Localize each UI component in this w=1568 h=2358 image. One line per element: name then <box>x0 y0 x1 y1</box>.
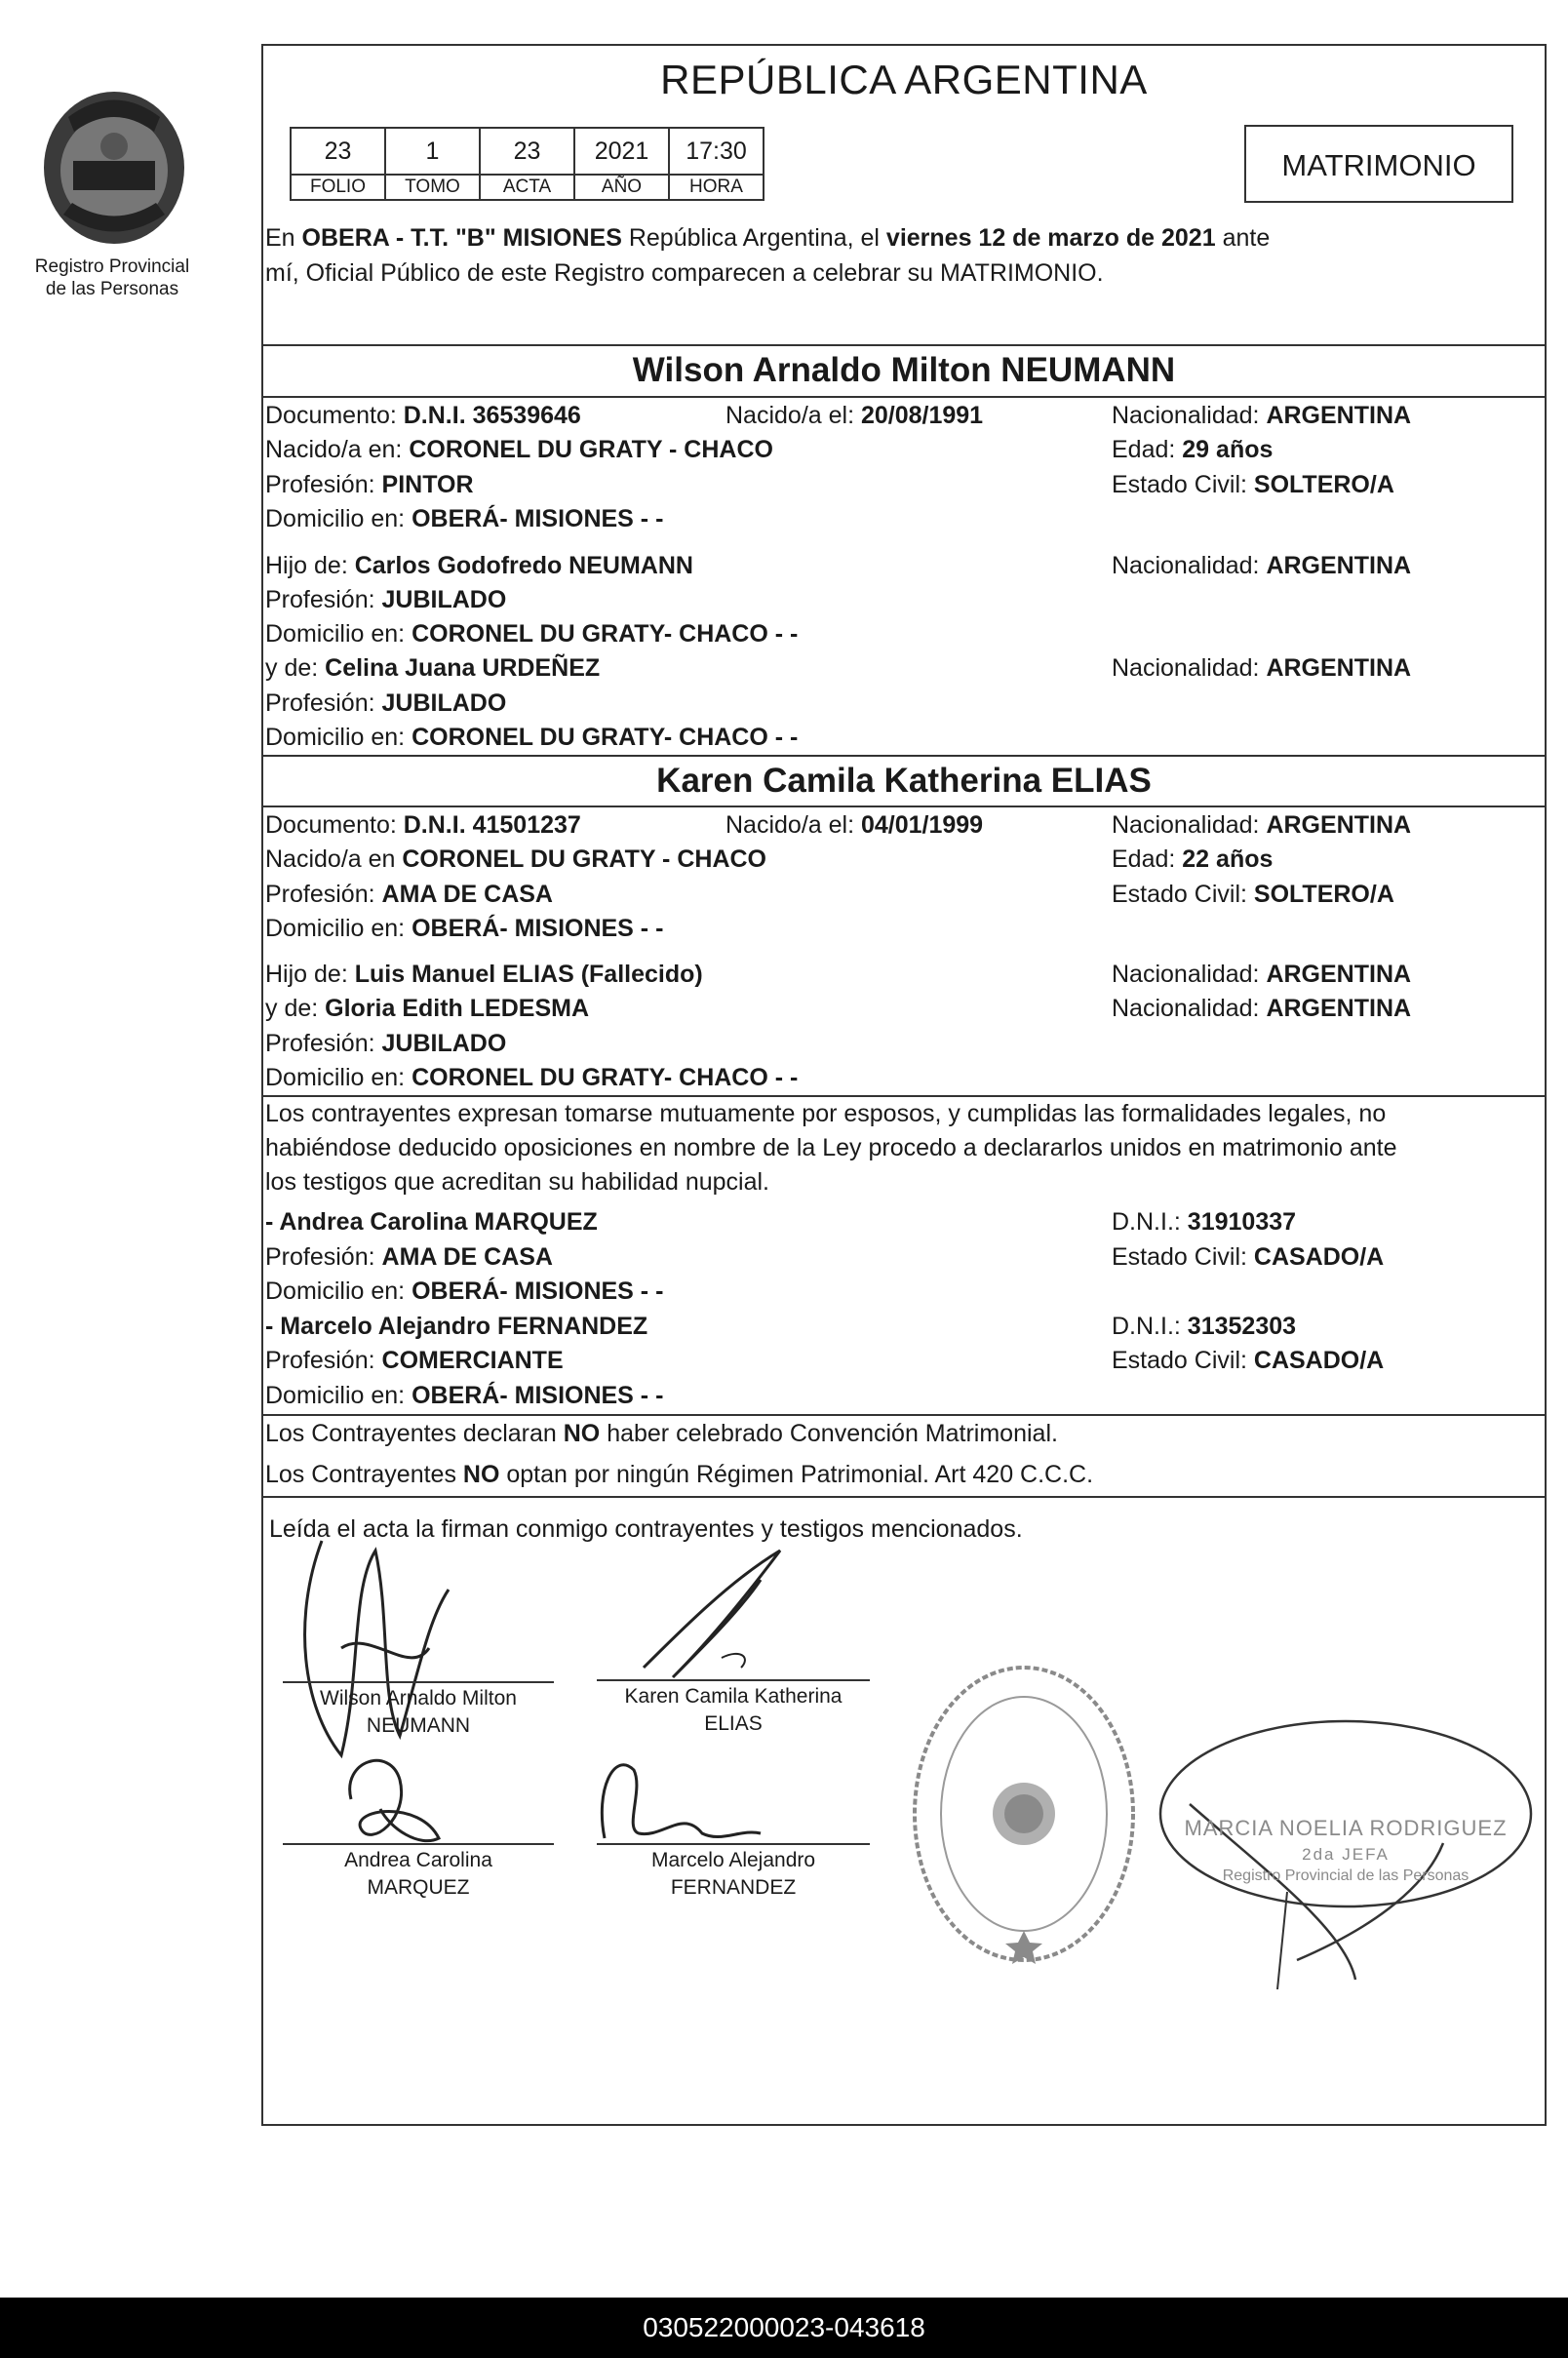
party1-father-dom: Domicilio en: CORONEL DU GRATY- CHACO - - <box>265 620 799 648</box>
year-value: 2021 <box>574 128 669 175</box>
document-code: 030522000023-043618 <box>0 2298 1568 2358</box>
party2-parents-prof: Profesión: JUBILADO <box>265 1030 507 1057</box>
round-seal-icon <box>907 1658 1141 1970</box>
official-signature-scribble <box>1151 1697 1541 1989</box>
party1-profession: Profesión: PINTOR <box>265 471 474 498</box>
party2-nationality: Nacionalidad: ARGENTINA <box>1112 811 1412 839</box>
party1-nationality: Nacionalidad: ARGENTINA <box>1112 402 1412 429</box>
party2-domicile: Domicilio en: OBERÁ- MISIONES - - <box>265 915 664 942</box>
convention-line-1: Los Contrayentes declaran NO haber celebrado Convención Matrimonial. <box>265 1420 1058 1447</box>
party1-mother-nat: Nacionalidad: ARGENTINA <box>1112 654 1412 682</box>
official-stamp-role: 2da JEFA <box>1302 1845 1390 1864</box>
signature-name-2: Karen Camila Katherina ELIAS <box>624 1685 843 1735</box>
closing-text: Leída el acta la firman conmigo contrayentes y testigos mencionados. <box>269 1515 1023 1543</box>
page-title: REPÚBLICA ARGENTINA <box>660 57 1148 102</box>
party1-name: Wilson Arnaldo Milton NEUMANN <box>632 351 1176 389</box>
witness1-profession: Profesión: AMA DE CASA <box>265 1243 553 1271</box>
party2-civil: Estado Civil: SOLTERO/A <box>1112 881 1394 908</box>
tomo-value: 1 <box>385 128 480 175</box>
divider <box>261 1414 1547 1416</box>
signature-name-4: Marcelo Alejandro FERNANDEZ <box>650 1849 816 1899</box>
provincial-seal-icon <box>29 78 200 254</box>
party1-mother: y de: Celina Juana URDEÑEZ <box>265 654 601 682</box>
signature-scribble-4 <box>595 1750 770 1858</box>
witness2-profession: Profesión: COMERCIANTE <box>265 1347 564 1374</box>
party1-father-nat: Nacionalidad: ARGENTINA <box>1112 552 1412 579</box>
registry-table <box>290 127 764 201</box>
party2-mother-nat: Nacionalidad: ARGENTINA <box>1112 995 1412 1022</box>
witness1-civil: Estado Civil: CASADO/A <box>1112 1243 1385 1271</box>
signature-line <box>597 1679 870 1681</box>
official-stamp-name: MARCIA NOELIA RODRIGUEZ <box>1184 1816 1508 1840</box>
acta-label: ACTA <box>480 175 574 200</box>
party2-profession: Profesión: AMA DE CASA <box>265 881 553 908</box>
party2-father-nat: Nacionalidad: ARGENTINA <box>1112 961 1412 988</box>
signature-line <box>283 1681 554 1683</box>
party2-name: Karen Camila Katherina ELIAS <box>656 762 1152 800</box>
party1-born-on: Nacido/a el: 20/08/1991 <box>725 402 984 429</box>
convention-line-2: Los Contrayentes NO optan por ningún Régimen Patrimonial. Art 420 C.C.C. <box>265 1461 1094 1488</box>
party1-mother-prof: Profesión: JUBILADO <box>265 689 507 717</box>
divider <box>261 1496 1547 1498</box>
party2-age: Edad: 22 años <box>1112 845 1274 873</box>
signature-line <box>283 1843 554 1845</box>
witness1-name: - Andrea Carolina MARQUEZ <box>265 1208 598 1236</box>
party2-born-on: Nacido/a el: 04/01/1999 <box>725 811 984 839</box>
folio-value: 23 <box>291 128 385 175</box>
divider <box>261 755 1547 757</box>
party1-document: Documento: D.N.I. 36539646 <box>265 402 581 429</box>
seal-caption: Registro Provincial de las Personas <box>34 256 190 299</box>
party1-age: Edad: 29 años <box>1112 436 1274 463</box>
signature-scribble-2 <box>634 1541 800 1687</box>
party2-mother: y de: Gloria Edith LEDESMA <box>265 995 590 1022</box>
folio-label: FOLIO <box>291 175 385 200</box>
witness2-civil: Estado Civil: CASADO/A <box>1112 1347 1385 1374</box>
signature-name-3: Andrea Carolina MARQUEZ <box>344 1849 492 1899</box>
party1-born-in: Nacido/a en: CORONEL DU GRATY - CHACO <box>265 436 773 463</box>
party1-father-prof: Profesión: JUBILADO <box>265 586 507 613</box>
declaration-line-1: Los contrayentes expresan tomarse mutuamente por esposos, y cumplidas las formalidades legales, no <box>265 1100 1387 1127</box>
divider <box>261 396 1547 398</box>
declaration-line-3: los testigos que acreditan su habilidad nupcial. <box>265 1168 770 1196</box>
party1-civil: Estado Civil: SOLTERO/A <box>1112 471 1394 498</box>
party2-document: Documento: D.N.I. 41501237 <box>265 811 581 839</box>
witness1-domicile: Domicilio en: OBERÁ- MISIONES - - <box>265 1277 664 1305</box>
party2-parents-dom: Domicilio en: CORONEL DU GRATY- CHACO - - <box>265 1064 799 1091</box>
witness2-domicile: Domicilio en: OBERÁ- MISIONES - - <box>265 1382 664 1409</box>
party1-domicile: Domicilio en: OBERÁ- MISIONES - - <box>265 505 664 532</box>
witness1-dni: D.N.I.: 31910337 <box>1112 1208 1297 1236</box>
party2-father: Hijo de: Luis Manuel ELIAS (Fallecido) <box>265 961 703 988</box>
hour-value: 17:30 <box>669 128 764 175</box>
intro-line-2: mí, Oficial Público de este Registro comparecen a celebrar su MATRIMONIO. <box>265 259 1104 287</box>
signature-line <box>597 1843 870 1845</box>
party1-father: Hijo de: Carlos Godofredo NEUMANN <box>265 552 693 579</box>
signature-name-1: Wilson Arnaldo Milton NEUMANN <box>320 1687 517 1737</box>
divider <box>261 1095 1547 1097</box>
party2-born-in: Nacido/a en CORONEL DU GRATY - CHACO <box>265 845 766 873</box>
intro-line-1: En OBERA - T.T. "B" MISIONES República Argentina, el viernes 12 de marzo de 2021 ante <box>265 224 1271 252</box>
witness2-dni: D.N.I.: 31352303 <box>1112 1313 1297 1340</box>
divider <box>261 806 1547 807</box>
tomo-label: TOMO <box>385 175 480 200</box>
acta-value: 23 <box>480 128 574 175</box>
year-label: AÑO <box>574 175 669 200</box>
party1-mother-dom: Domicilio en: CORONEL DU GRATY- CHACO - - <box>265 724 799 751</box>
divider <box>261 344 1547 346</box>
witness2-name: - Marcelo Alejandro FERNANDEZ <box>265 1313 648 1340</box>
official-stamp-office: Registro Provincial de las Personas <box>1222 1867 1470 1884</box>
hour-label: HORA <box>669 175 764 200</box>
act-type-box: MATRIMONIO <box>1244 125 1513 203</box>
declaration-line-2: habiéndose deducido oposiciones en nombre de la Ley procedo a declararlos unidos en matrimonio ante <box>265 1134 1397 1161</box>
